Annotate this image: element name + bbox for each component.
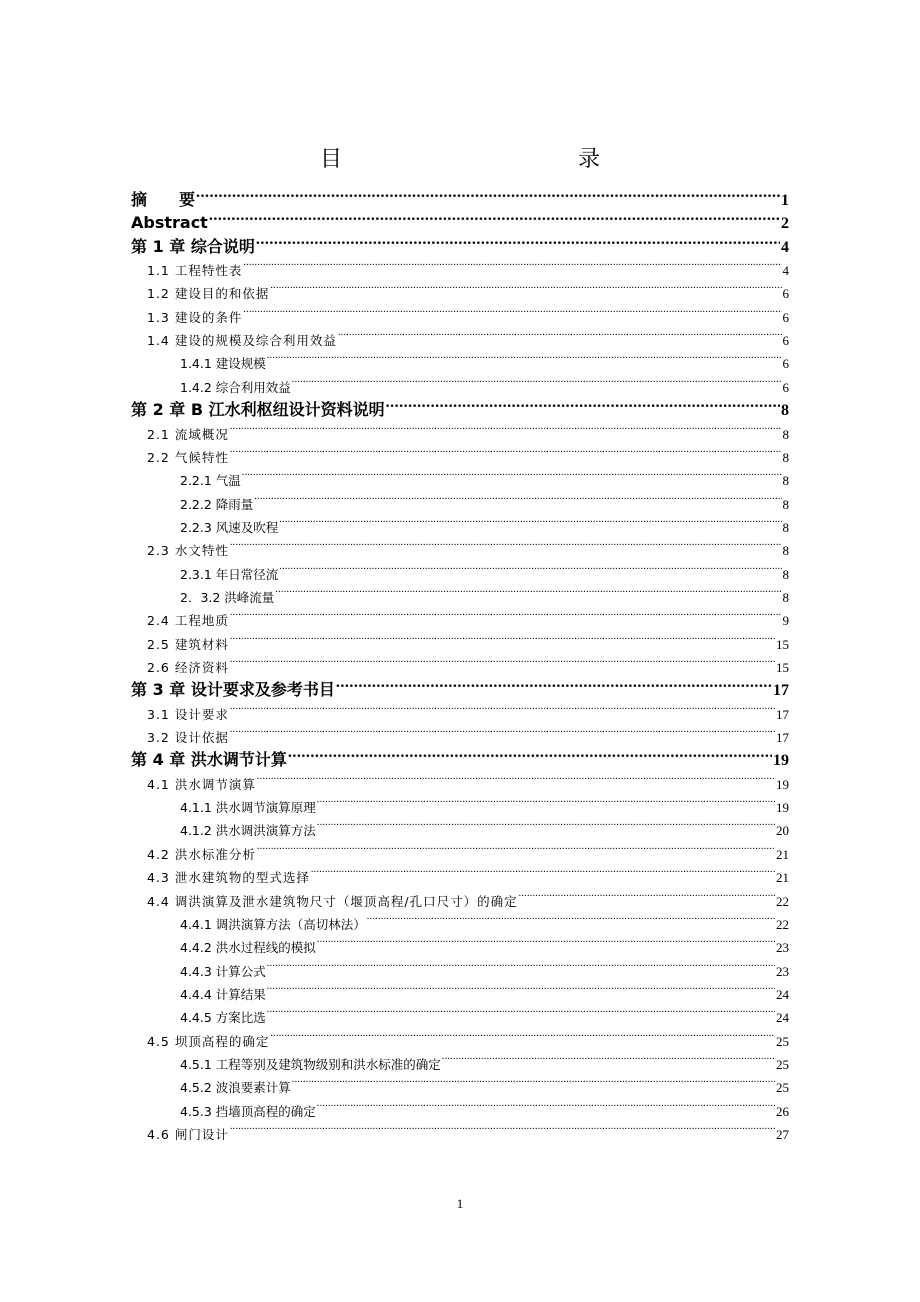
toc-leader-dots bbox=[311, 858, 775, 882]
toc-entry-page: 25 bbox=[776, 1057, 789, 1072]
toc-leader-dots bbox=[279, 508, 781, 532]
toc-entry-page: 23 bbox=[776, 964, 789, 979]
toc-entry-page: 4 bbox=[781, 239, 789, 256]
toc-entry-page: 20 bbox=[776, 823, 789, 838]
toc-leader-dots bbox=[267, 952, 775, 976]
toc-leader-dots bbox=[243, 298, 781, 322]
toc-entry[interactable] bbox=[180, 1045, 789, 1072]
toc-leader-dots bbox=[254, 485, 781, 509]
toc-entry[interactable] bbox=[180, 928, 789, 955]
toc-entry-label: Abstract bbox=[131, 213, 208, 232]
toc-entry-label: 2.3 水文特性 bbox=[147, 543, 229, 558]
toc-leader-dots bbox=[317, 928, 775, 952]
toc-leader-dots bbox=[292, 368, 782, 392]
toc-leader-dots bbox=[257, 765, 775, 789]
toc-entry[interactable] bbox=[180, 905, 789, 932]
toc-entry-label: 1.4 建设的规模及综合利用效益 bbox=[147, 333, 337, 348]
toc-leader-dots bbox=[317, 1092, 775, 1116]
toc-entry-label: 4.5.2 波浪要素计算 bbox=[180, 1080, 291, 1095]
toc-leader-dots bbox=[275, 578, 781, 602]
toc-leader-dots bbox=[230, 1115, 775, 1139]
toc-entry[interactable] bbox=[131, 741, 789, 769]
toc-entry[interactable] bbox=[180, 555, 789, 582]
toc-leader-dots bbox=[519, 882, 775, 906]
toc-entry-page: 6 bbox=[782, 333, 789, 348]
toc-entry-label: 2.4 工程地质 bbox=[147, 613, 229, 628]
toc-entry-label: 4.6 闸门设计 bbox=[147, 1127, 229, 1142]
toc-leader-dots bbox=[243, 251, 781, 275]
toc-entry-label: 4.1.2 洪水调洪演算方法 bbox=[180, 823, 316, 838]
toc-leader-dots bbox=[279, 555, 781, 579]
toc-entry-page: 8 bbox=[782, 427, 789, 442]
toc-leader-dots bbox=[317, 788, 775, 812]
toc-entry[interactable] bbox=[147, 531, 789, 558]
toc-entry-label: 2.2.3 风速及吹程 bbox=[180, 520, 279, 535]
toc-entry[interactable] bbox=[180, 578, 789, 605]
toc-leader-dots bbox=[288, 741, 772, 765]
toc-entry[interactable] bbox=[147, 648, 789, 675]
toc-entry-label: 3.1 设计要求 bbox=[147, 707, 229, 722]
toc-entry-label: 1.1 工程特性表 bbox=[147, 263, 243, 278]
toc-entry-page: 8 bbox=[782, 497, 789, 512]
toc-entry[interactable] bbox=[180, 1092, 789, 1119]
toc-entry-page: 19 bbox=[773, 752, 789, 769]
toc-leader-dots bbox=[230, 531, 782, 555]
toc-entry-label: 1.3 建设的条件 bbox=[147, 310, 243, 325]
toc-leader-dots bbox=[267, 975, 775, 999]
toc-entry-page: 22 bbox=[776, 894, 789, 909]
toc-entry-page: 8 bbox=[782, 520, 789, 535]
toc-entry-label: 摘 要 bbox=[131, 190, 196, 209]
toc-leader-dots bbox=[267, 998, 775, 1022]
toc-entry-label: 第 2 章 B 江水利枢纽设计资料说明 bbox=[131, 400, 385, 419]
toc-entry-page: 17 bbox=[776, 707, 789, 722]
toc-leader-dots bbox=[230, 648, 775, 672]
toc-entry-page: 17 bbox=[773, 682, 789, 699]
toc-entry[interactable] bbox=[147, 274, 789, 301]
toc-entry[interactable] bbox=[180, 485, 789, 512]
toc-entry[interactable] bbox=[180, 1068, 789, 1095]
toc-entry[interactable] bbox=[147, 835, 789, 862]
toc-leader-dots bbox=[267, 344, 782, 368]
toc-entry-page: 2 bbox=[781, 215, 789, 232]
toc-entry-label: 4.1 洪水调节演算 bbox=[147, 777, 256, 792]
toc-leader-dots bbox=[442, 1045, 775, 1069]
toc-entry-page: 25 bbox=[776, 1080, 789, 1095]
toc-entry-label: 1.4.1 建设规模 bbox=[180, 356, 266, 371]
toc-entry-page: 26 bbox=[776, 1104, 789, 1119]
toc-leader-dots bbox=[230, 438, 782, 462]
toc-entry[interactable] bbox=[147, 298, 789, 325]
toc-entry-label: 2.5 建筑材料 bbox=[147, 637, 229, 652]
toc-entry-label: 4.5.3 挡墙顶高程的确定 bbox=[180, 1104, 316, 1119]
toc-entry[interactable] bbox=[180, 368, 789, 395]
toc-entry-label: 4.4.5 方案比选 bbox=[180, 1010, 266, 1025]
toc-entry-label: 2．3.2 洪峰流量 bbox=[180, 590, 275, 605]
toc-entry-page: 6 bbox=[782, 380, 789, 395]
toc-leader-dots bbox=[367, 905, 775, 929]
toc-entry-label: 2.3.1 年日常径流 bbox=[180, 567, 279, 582]
toc-entry-page: 6 bbox=[782, 310, 789, 325]
toc-leader-dots bbox=[256, 228, 780, 252]
toc-entry[interactable] bbox=[180, 344, 789, 371]
toc-entry[interactable] bbox=[147, 625, 789, 652]
toc-entry-page: 22 bbox=[776, 917, 789, 932]
toc-entry[interactable] bbox=[147, 1115, 789, 1142]
toc-leader-dots bbox=[230, 601, 782, 625]
toc-entry-label: 第 1 章 综合说明 bbox=[131, 237, 255, 256]
toc-entry-page: 4 bbox=[782, 263, 789, 278]
toc-entry-page: 27 bbox=[776, 1127, 789, 1142]
toc-entry-page: 8 bbox=[782, 543, 789, 558]
toc-entry-page: 21 bbox=[776, 870, 789, 885]
toc-entry-label: 4.1.1 洪水调节演算原理 bbox=[180, 800, 316, 815]
toc-entry[interactable] bbox=[147, 321, 789, 348]
toc-entry[interactable] bbox=[180, 975, 789, 1002]
toc-entry-label: 4.4 调洪演算及泄水建筑物尺寸（堰顶高程/孔口尺寸）的确定 bbox=[147, 894, 518, 909]
toc-leader-dots bbox=[270, 274, 781, 298]
toc-entry[interactable] bbox=[147, 1022, 789, 1049]
toc-entry[interactable] bbox=[147, 882, 789, 909]
toc-entry[interactable] bbox=[131, 181, 789, 209]
toc-entry[interactable] bbox=[147, 601, 789, 628]
toc-leader-dots bbox=[336, 671, 772, 695]
toc-leader-dots bbox=[386, 391, 780, 415]
toc-leader-dots bbox=[230, 695, 775, 719]
toc-entry[interactable] bbox=[131, 671, 789, 699]
toc-leader-dots bbox=[209, 204, 780, 228]
toc-entry[interactable] bbox=[180, 811, 789, 838]
toc-entry-label: 第 4 章 洪水调节计算 bbox=[131, 750, 287, 769]
toc-entry[interactable] bbox=[147, 718, 789, 745]
toc-entry[interactable] bbox=[147, 695, 789, 722]
toc-entry-page: 8 bbox=[782, 450, 789, 465]
toc-leader-dots bbox=[242, 461, 782, 485]
toc-entry[interactable] bbox=[131, 204, 789, 232]
toc-entry-page: 19 bbox=[776, 777, 789, 792]
toc-entry-label: 2.1 流域概况 bbox=[147, 427, 229, 442]
toc-entry-label: 2.2.1 气温 bbox=[180, 473, 241, 488]
toc-entry-label: 3.2 设计依据 bbox=[147, 730, 229, 745]
toc-entry[interactable] bbox=[147, 415, 789, 442]
toc-entry[interactable] bbox=[180, 508, 789, 535]
toc-entry-label: 4.4.2 洪水过程线的模拟 bbox=[180, 940, 316, 955]
toc-entry-label: 2.6 经济资料 bbox=[147, 660, 229, 675]
toc-leader-dots bbox=[292, 1068, 775, 1092]
toc-entry[interactable] bbox=[147, 438, 789, 465]
toc-entry[interactable] bbox=[180, 952, 789, 979]
toc-entry-page: 24 bbox=[776, 1010, 789, 1025]
toc-leader-dots bbox=[317, 811, 775, 835]
toc-leader-dots bbox=[270, 1022, 775, 1046]
toc-entry-page: 15 bbox=[776, 637, 789, 652]
toc-entry[interactable] bbox=[147, 858, 789, 885]
toc-entry-label: 2.2.2 降雨量 bbox=[180, 497, 254, 512]
toc-entry-page: 25 bbox=[776, 1034, 789, 1049]
toc-entry-page: 8 bbox=[782, 590, 789, 605]
toc-entry-page: 15 bbox=[776, 660, 789, 675]
toc-entry[interactable] bbox=[131, 228, 789, 256]
toc-entry-page: 8 bbox=[782, 473, 789, 488]
toc-leader-dots bbox=[338, 321, 782, 345]
toc-entry-page: 23 bbox=[776, 940, 789, 955]
toc-leader-dots bbox=[230, 718, 775, 742]
toc-entry-label: 4.4.4 计算结果 bbox=[180, 987, 266, 1002]
toc-entry-label: 4.5 坝顶高程的确定 bbox=[147, 1034, 270, 1049]
toc-entry[interactable] bbox=[180, 461, 789, 488]
toc-entry-page: 6 bbox=[782, 286, 789, 301]
toc-entry-page: 19 bbox=[776, 800, 789, 815]
page-number: 1 bbox=[456, 1196, 464, 1211]
toc-entry-label: 第 3 章 设计要求及参考书目 bbox=[131, 680, 335, 699]
toc-entry[interactable] bbox=[180, 788, 789, 815]
toc-entry[interactable] bbox=[147, 251, 789, 278]
toc-entry-page: 9 bbox=[782, 613, 789, 628]
toc-entry-label: 4.3 泄水建筑物的型式选择 bbox=[147, 870, 310, 885]
toc-entry-label: 1.2 建设目的和依据 bbox=[147, 286, 270, 301]
toc-entry-label: 4.4.3 计算公式 bbox=[180, 964, 266, 979]
toc-leader-dots bbox=[196, 181, 780, 205]
toc-entry-label: 4.2 洪水标准分析 bbox=[147, 847, 256, 862]
toc-entry-label: 1.4.2 综合利用效益 bbox=[180, 380, 291, 395]
toc-entry-page: 8 bbox=[782, 567, 789, 582]
toc-leader-dots bbox=[257, 835, 775, 859]
toc-entry-page: 6 bbox=[782, 356, 789, 371]
toc-entry[interactable] bbox=[180, 998, 789, 1025]
toc-entry-label: 4.5.1 工程等别及建筑物级别和洪水标准的确定 bbox=[180, 1057, 441, 1072]
toc-leader-dots bbox=[230, 415, 782, 439]
toc-entry-page: 17 bbox=[776, 730, 789, 745]
toc-entry-label: 2.2 气候特性 bbox=[147, 450, 229, 465]
toc-entry-page: 8 bbox=[781, 402, 789, 419]
toc-entry[interactable] bbox=[131, 391, 789, 419]
page-title: 目 录 bbox=[319, 147, 664, 172]
toc-leader-dots bbox=[230, 625, 775, 649]
toc-entry-page: 24 bbox=[776, 987, 789, 1002]
toc-entry-page: 21 bbox=[776, 847, 789, 862]
toc-entry-page: 1 bbox=[781, 192, 789, 209]
toc-entry[interactable] bbox=[147, 765, 789, 792]
toc-entry-label: 4.4.1 调洪演算方法（高切林法） bbox=[180, 917, 366, 932]
